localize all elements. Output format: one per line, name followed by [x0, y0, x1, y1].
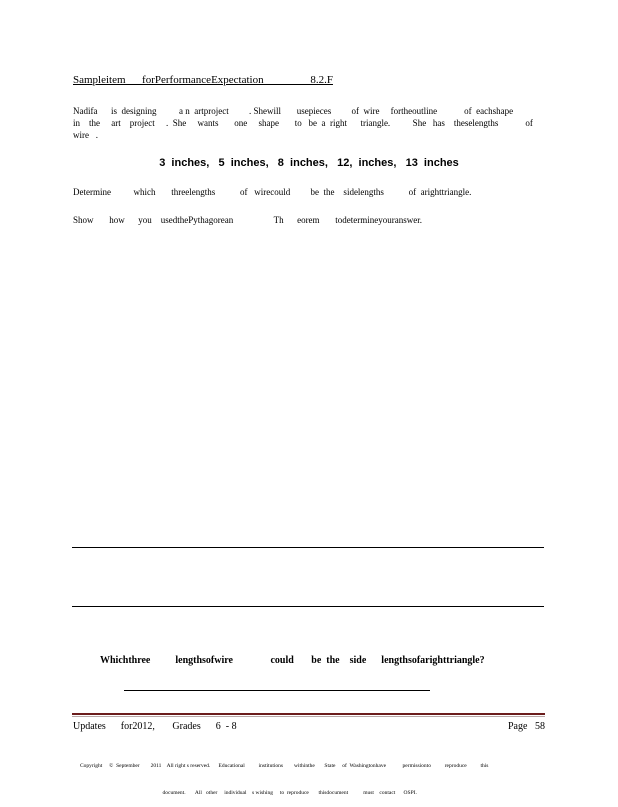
page-number: Page 58 — [508, 721, 545, 732]
copyright-notice — [80, 744, 540, 807]
footer-updates: Updates for2012, Grades 6 - 8 — [73, 721, 237, 732]
problem-line-3: wire . — [73, 130, 98, 140]
footer-rule — [72, 713, 545, 715]
copyright-line-2: document. All other individual s wishing to reproduce thisdocument must contact OSPI. — [80, 790, 417, 796]
wire-lengths: 3 inches, 5 inches, 8 inches, 12, inches, 13 inches — [159, 157, 459, 169]
answer-line — [124, 690, 430, 691]
item-heading: Sampleitem forPerformanceExpectation 8.2.F — [73, 74, 333, 86]
work-area-line-2 — [72, 606, 544, 607]
problem-line-1: Nadifa is designing a n artproject . Shewill usepieces of wire fortheoutline of eachshape — [73, 106, 514, 116]
footer-rule-secondary — [72, 716, 545, 717]
question-text: Whichthree lengthsofwire could be the side lengthsofarighttriangle? — [100, 655, 485, 666]
instruction-determine: Determine which threelengths of wirecould be the sidelengths of arighttriangle. — [73, 187, 472, 197]
work-area-line-1 — [72, 547, 544, 548]
instruction-show-work: Show how you usedthePythagorean Th eorem todetermineyouranswer. — [73, 215, 423, 225]
copyright-line-1: Copyright © September 2011 All right s reserved. Educational institutions withinthe State of Washingtonhave permissionto reproduce this — [80, 763, 489, 769]
problem-line-2: in the art project . She wants one shape to be a right triangle. She has theselengths of — [73, 118, 533, 128]
